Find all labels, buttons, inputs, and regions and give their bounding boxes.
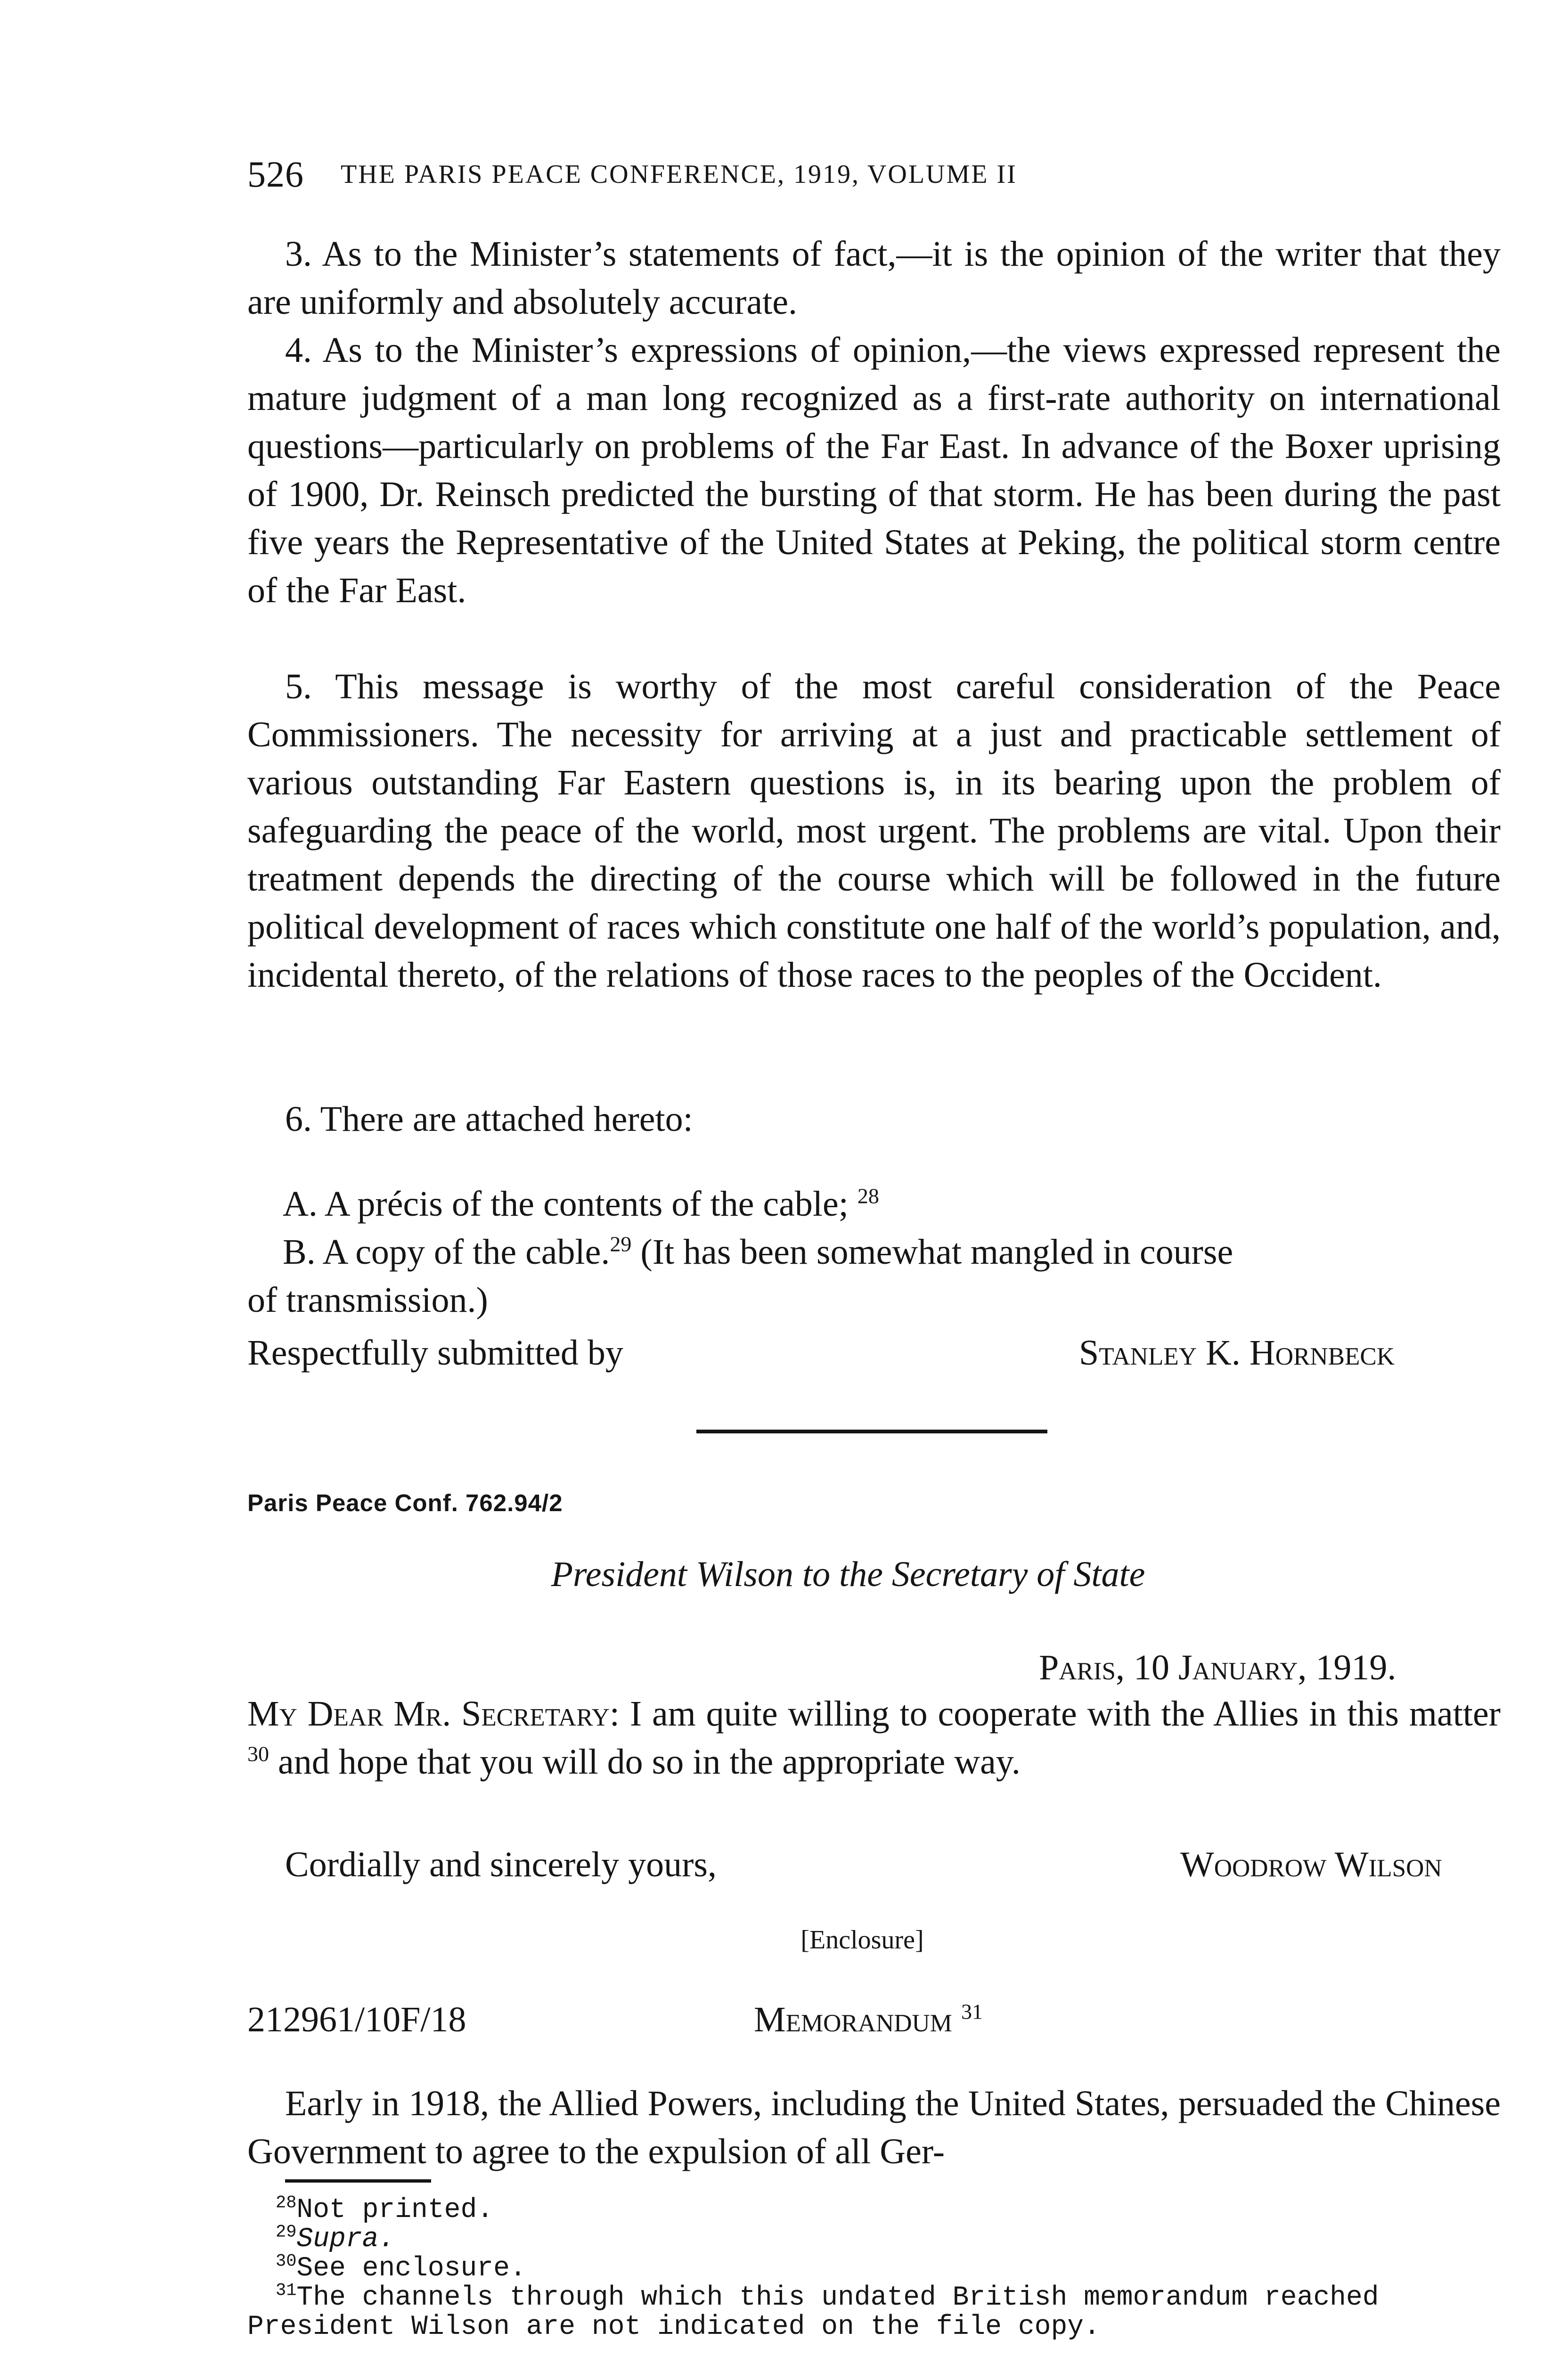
footnote-reference-30: 30 bbox=[247, 1742, 269, 1766]
attachment-b-continuation: of transmission.) bbox=[247, 1280, 488, 1320]
letter-salutation: My Dear Mr. Secretary bbox=[247, 1694, 610, 1734]
letter-text-end: and hope that you will do so in the appropriate way. bbox=[269, 1742, 1021, 1782]
footnote-28-number: 28 bbox=[276, 2193, 297, 2213]
footnote-31-number: 31 bbox=[276, 2281, 297, 2301]
attachment-a-text: A. A précis of the contents of the cable; bbox=[283, 1184, 849, 1224]
paragraph-3: 3. As to the Minister’s statements of fact,—it is the opinion of the writer that they are uniformly and absolutely accurate. bbox=[247, 234, 1501, 322]
footnote-reference-29: 29 bbox=[610, 1232, 632, 1256]
footnote-29-text: Supra. bbox=[296, 2224, 395, 2255]
footnote-reference-31: 31 bbox=[961, 1999, 983, 2024]
letter-body bbox=[247, 1690, 1501, 1786]
paragraph-5: 5. This message is worthy of the most careful consideration of the Peace Commissioners. The necessity for arriving at a just and practicable settlement of various outstanding Far Eastern questions is, in its bearing upon the problem of safeguarding the peace of the world, most urgent. The problems are vital. Upon their treatment depends the directing of the course which will be followed in the future political development of races which constitute one half of the world’s population, and, incidental thereto, of the relations of those races to the peoples of the Occident. bbox=[247, 667, 1501, 995]
section-divider bbox=[696, 1430, 1047, 1433]
document-title: President Wilson to the Secretary of State bbox=[551, 1554, 1145, 1594]
letter-closing: Cordially and sincerely yours, bbox=[285, 1845, 717, 1884]
attachment-b bbox=[283, 1228, 1501, 1276]
footnote-29 bbox=[247, 2222, 1501, 2255]
footnote-28 bbox=[247, 2193, 1501, 2225]
letter-signature: Woodrow Wilson bbox=[1180, 1845, 1442, 1884]
footnote-29-number: 29 bbox=[276, 2222, 297, 2242]
footnote-30-number: 30 bbox=[276, 2251, 297, 2272]
paragraph-4: 4. As to the Minister’s expressions of opinion,—the views expressed represent the mature judgment of a man long recognized as a first-rate authority on international questions—particularly on problems of the Far East. In advance of the Boxer uprising of 1900, Dr. Reinsch predicted the bursting of that storm. He has been during the past five years the Representative of the United States at Peking, the political storm centre of the Far East. bbox=[247, 330, 1501, 610]
dateline: Paris, 10 January, 1919. bbox=[1039, 1648, 1396, 1687]
attachment-b-remark: (It has been somewhat mangled in course bbox=[631, 1232, 1233, 1272]
footnote-30-text: See enclosure. bbox=[296, 2253, 526, 2284]
letter-text-start: : I am quite willing to cooperate with the Allies in this matter bbox=[609, 1694, 1501, 1734]
footnote-30 bbox=[247, 2251, 1501, 2284]
memorandum-title: Memorandum bbox=[754, 2000, 952, 2039]
submission-signer: Stanley K. Hornbeck bbox=[1079, 1333, 1395, 1373]
page-number: 526 bbox=[247, 154, 304, 195]
footnote-divider bbox=[285, 2179, 431, 2183]
footnote-31 bbox=[247, 2283, 1501, 2313]
enclosure-label: [Enclosure] bbox=[800, 1925, 924, 1955]
running-title: THE PARIS PEACE CONFERENCE, 1919, VOLUME II bbox=[341, 160, 1017, 189]
footnotes bbox=[247, 2193, 1501, 2342]
page-header bbox=[247, 153, 1501, 200]
submission-label: Respectfully submitted by bbox=[247, 1333, 623, 1373]
memorandum-text: Early in 1918, the Allied Powers, including the United States, persuaded the Chinese Government to agree to the expulsion of all Ger- bbox=[247, 2084, 1501, 2171]
footnote-31-text: The channels through which this undated British memorandum reached bbox=[296, 2282, 1379, 2313]
footnote-28-text: Not printed. bbox=[296, 2195, 494, 2225]
attachment-a bbox=[283, 1180, 1501, 1228]
paragraph-6: 6. There are attached hereto: bbox=[285, 1099, 693, 1139]
attachment-b-text: B. A copy of the cable. bbox=[283, 1232, 610, 1272]
footnote-reference-28: 28 bbox=[857, 1184, 879, 1208]
footnote-31-continuation: President Wilson are not indicated on the file copy. bbox=[247, 2312, 1100, 2342]
memorandum-heading bbox=[754, 1996, 983, 2044]
enclosure-reference: 212961/10F/18 bbox=[247, 2000, 466, 2039]
file-reference: Paris Peace Conf. 762.94/2 bbox=[247, 1489, 563, 1516]
